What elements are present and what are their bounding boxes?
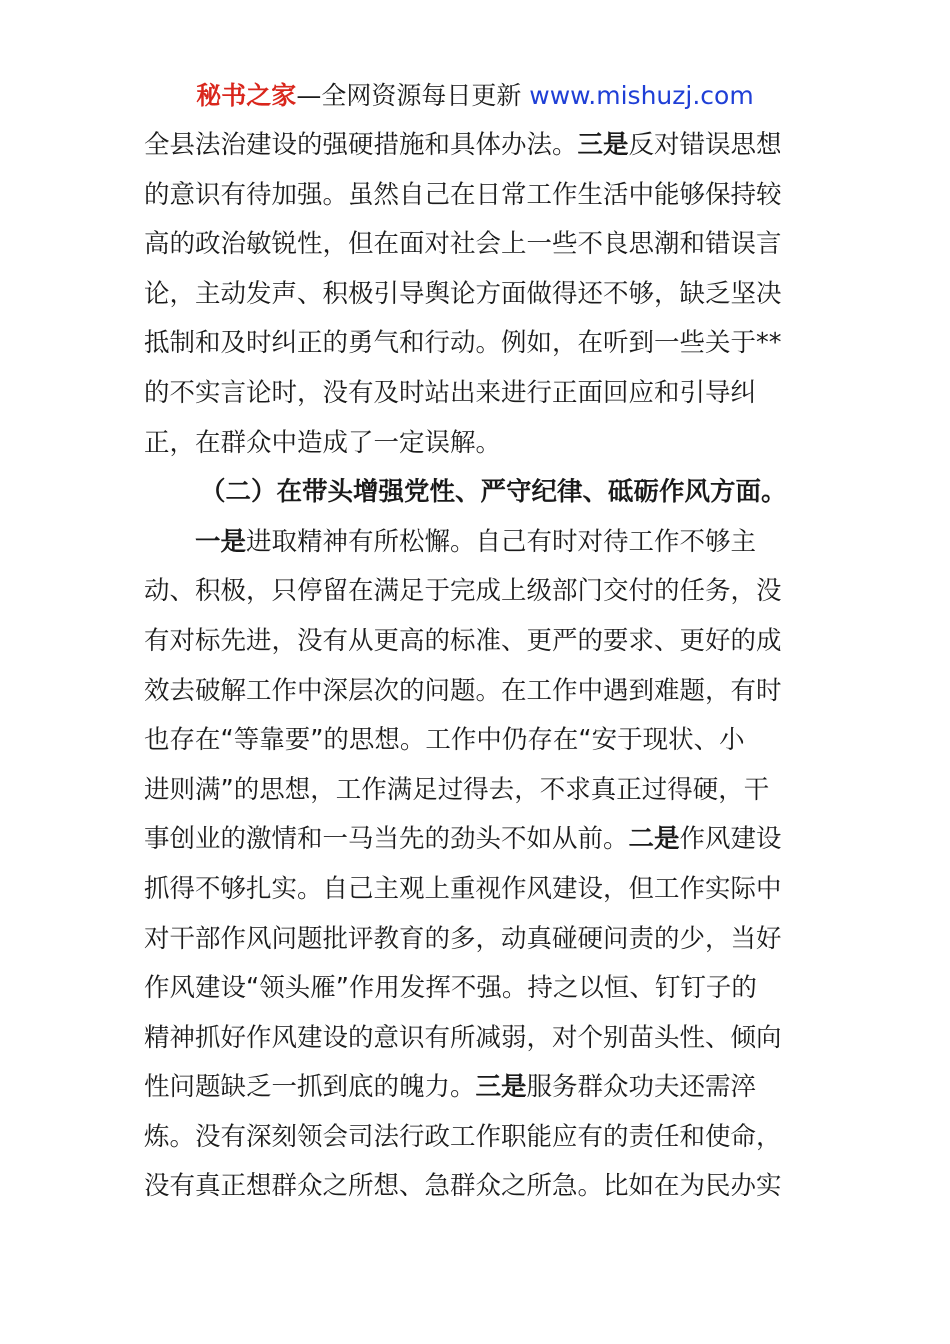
text-run: 对干部作风问题批评教育的多，动真碰硬问责的少，当好 <box>144 923 782 954</box>
bold-marker: 一是 <box>195 526 247 557</box>
text-line <box>144 220 810 270</box>
text-line <box>144 270 810 320</box>
section-heading <box>144 468 810 518</box>
site-brand: 秘书之家 <box>196 81 297 110</box>
text-run: 作风建设 <box>679 824 782 855</box>
bold-marker: 二是 <box>628 824 680 855</box>
text-line <box>144 865 810 915</box>
bold-marker: 三是 <box>475 1072 527 1103</box>
text-line <box>144 171 810 221</box>
text-line <box>144 319 810 369</box>
text-run: 没有真正想群众之所想、急群众之所急。比如在为民办实 <box>144 1171 782 1202</box>
text-run: 动、积极，只停留在满足于完成上级部门交付的任务，没 <box>144 576 782 607</box>
text-line <box>144 1162 810 1212</box>
text-run: 全县法治建设的强硬措施和具体办法。 <box>144 130 578 160</box>
bold-marker: 三是 <box>577 130 629 160</box>
text-run: 事创业的激情和一马当先的劲头不如从前。 <box>144 824 629 855</box>
text-run: 有对标先进，没有从更高的标准、更严的要求、更好的成 <box>144 625 782 656</box>
text-run: 进则满”的思想，工作满足过得去，不求真正过得硬，干 <box>144 774 770 805</box>
text-run: 论，主动发声、积极引导舆论方面做得还不够，缺乏坚决 <box>144 278 782 309</box>
text-run: 炼。没有深刻领会司法行政工作职能应有的责任和使命， <box>144 1121 782 1152</box>
text-run: 反对错误思想 <box>628 130 782 160</box>
text-run: 高的政治敏锐性，但在面对社会上一些不良思潮和错误言 <box>144 229 782 260</box>
document-body <box>144 121 810 1212</box>
text-line <box>144 121 810 171</box>
text-line <box>144 667 810 717</box>
site-tagline: —全网资源每日更新 <box>296 81 530 110</box>
text-line <box>144 766 810 816</box>
text-line <box>144 1113 810 1163</box>
text-run: 效去破解工作中深层次的问题。在工作中遇到难题，有时 <box>144 675 782 706</box>
text-line <box>144 716 810 766</box>
text-run: 的不实言论时，没有及时站出来进行正面回应和引导纠 <box>144 377 757 408</box>
page-header <box>0 78 950 114</box>
text-line <box>144 1063 810 1113</box>
text-line <box>144 369 810 419</box>
text-run: 性问题缺乏一抓到底的魄力。 <box>144 1072 476 1103</box>
text-run: 也存在“等靠要”的思想。工作中仍存在“安于现状、小 <box>144 725 745 756</box>
text-run: 进取精神有所松懈。自己有时对待工作不够主 <box>246 526 757 557</box>
text-line <box>144 815 810 865</box>
text-run: 抵制和及时纠正的勇气和行动。例如，在听到一些关于** <box>144 328 782 359</box>
text-line <box>144 915 810 965</box>
text-run: 抓得不够扎实。自己主观上重视作风建设，但工作实际中 <box>144 873 782 904</box>
text-run: 的意识有待加强。虽然自己在日常工作生活中能够保持较 <box>144 179 782 210</box>
text-run: 精神抓好作风建设的意识有所减弱，对个别苗头性、倾向 <box>144 1022 782 1053</box>
text-line <box>144 617 810 667</box>
text-line <box>144 567 810 617</box>
text-run: （二）在带头增强党性、严守纪律、砥砺作风方面。 <box>200 477 787 508</box>
text-run: 正，在群众中造成了一定误解。 <box>144 427 502 458</box>
text-line <box>144 419 810 469</box>
text-line <box>144 518 810 568</box>
text-line <box>144 964 810 1014</box>
text-run: 服务群众功夫还需淬 <box>526 1072 757 1103</box>
text-run: 作风建设“领头雁”作用发挥不强。持之以恒、钉钉子的 <box>144 973 757 1004</box>
site-url-link[interactable]: www.mishuzj.com <box>529 81 754 110</box>
text-line <box>144 1014 810 1064</box>
